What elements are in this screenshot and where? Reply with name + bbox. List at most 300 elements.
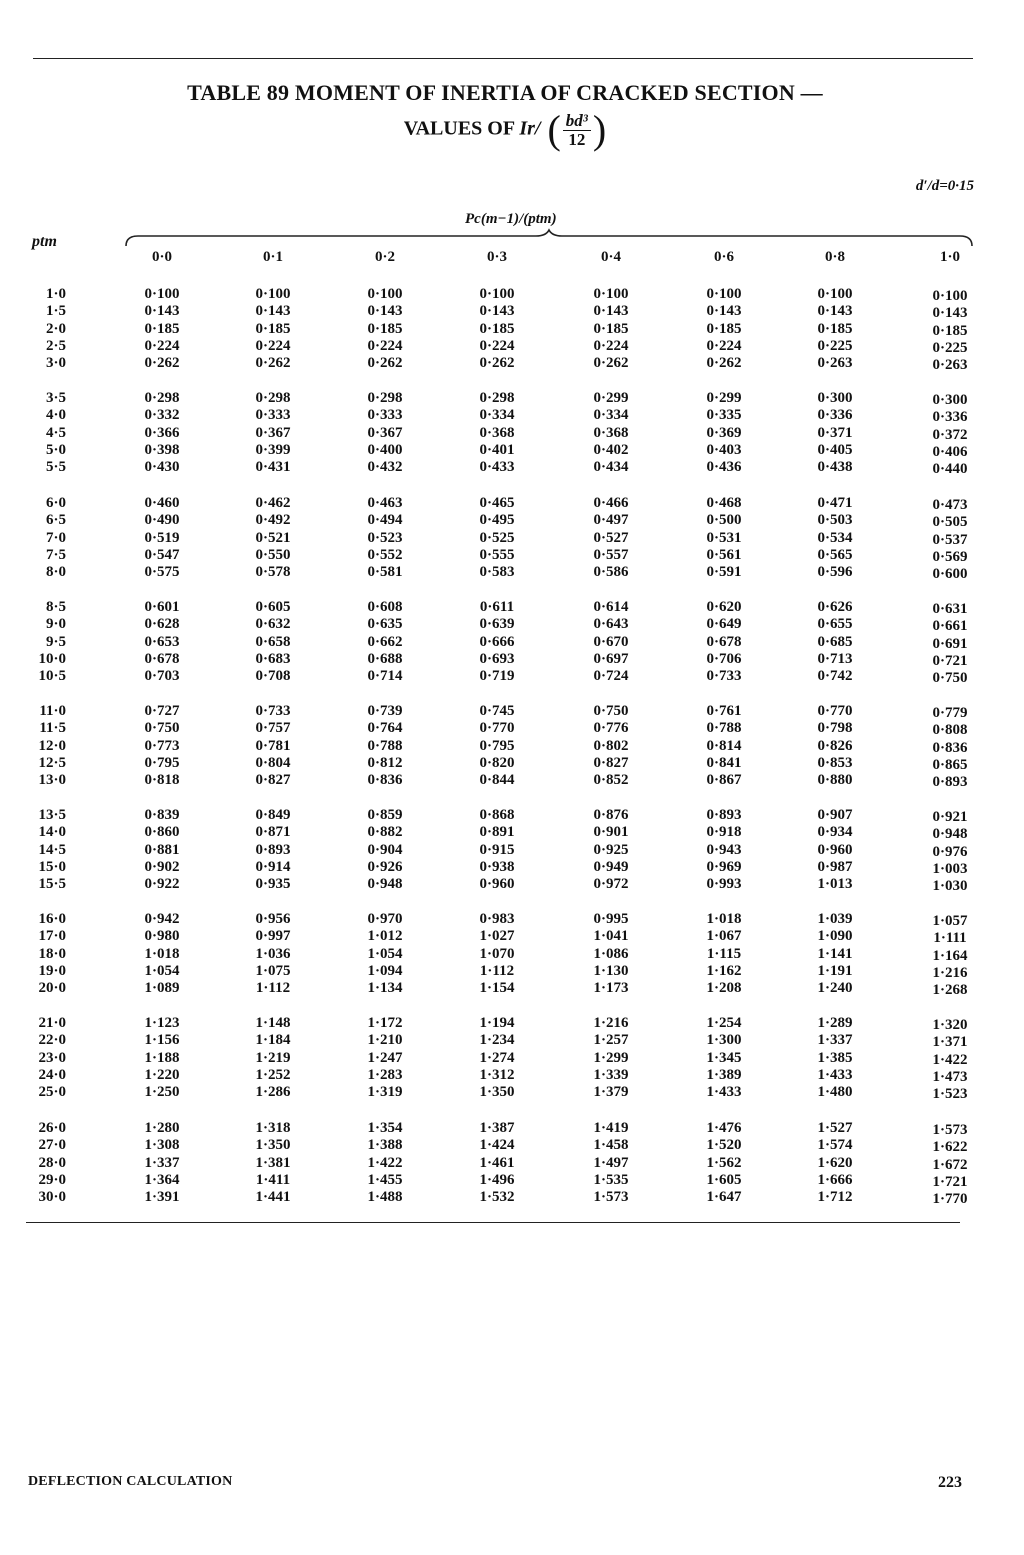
table-cell: 1·216 xyxy=(932,964,968,981)
table-cell: 0·403 xyxy=(706,441,742,458)
table-cell: 0·844 xyxy=(479,772,515,789)
table-cell: 0·334 xyxy=(479,407,515,424)
table-cell: 0·547 xyxy=(144,546,180,563)
table-cell: 1·350 xyxy=(255,1137,291,1154)
table-cell: 0·839 xyxy=(144,807,180,823)
table-cell: 0·943 xyxy=(706,841,742,858)
table-cell: 0·620 xyxy=(706,599,742,615)
table-cell: 1·283 xyxy=(367,1066,403,1083)
table-cell: 0·432 xyxy=(367,459,403,476)
table-cell: 0·143 xyxy=(817,303,853,320)
table-subtitle xyxy=(0,107,1010,152)
table-cell: 1·422 xyxy=(932,1051,968,1068)
table-cell: 1·018 xyxy=(706,911,742,927)
table-cell: 0·849 xyxy=(255,807,291,823)
table-cell: 0·812 xyxy=(367,754,403,771)
column-header: 0·8 xyxy=(824,249,845,265)
row-label: 7·0 xyxy=(45,529,66,546)
table-cell: 0·143 xyxy=(932,305,968,322)
row-label: 13·5 xyxy=(38,807,66,823)
table-cell: 0·298 xyxy=(144,390,180,406)
column-header: 0·0 xyxy=(151,249,172,265)
table-cell: 0·635 xyxy=(367,616,403,633)
table-cell: 0·727 xyxy=(144,703,180,719)
table-cell: 0·581 xyxy=(367,564,403,581)
table-cell: 0·915 xyxy=(479,841,515,858)
table-cell: 0·225 xyxy=(932,339,968,356)
table-cell: 0·661 xyxy=(932,618,968,635)
table-cell: 1·003 xyxy=(932,860,968,877)
row-label: 1·5 xyxy=(45,303,66,320)
table-cell: 1·411 xyxy=(255,1171,291,1188)
table-cell: 0·852 xyxy=(593,772,629,789)
table-cell: 0·688 xyxy=(367,650,403,667)
table-cell: 1·433 xyxy=(817,1066,853,1083)
table-cell: 0·557 xyxy=(593,546,629,563)
table-cell: 0·781 xyxy=(255,737,291,754)
table-cell: 1·075 xyxy=(255,962,291,979)
row-label: 22·0 xyxy=(38,1032,66,1049)
table-cell: 0·100 xyxy=(367,286,403,302)
table-cell: 1·162 xyxy=(706,962,742,979)
table-cell: 0·685 xyxy=(817,633,853,650)
table-cell: 0·224 xyxy=(479,337,515,354)
table-cell: 0·575 xyxy=(144,564,180,581)
table-cell: 0·893 xyxy=(255,841,291,858)
table-cell: 1·111 xyxy=(933,930,967,947)
fraction-numerator: bd³ xyxy=(563,112,591,131)
subtitle-prefix: VALUES OF xyxy=(403,117,515,140)
table-cell: 0·714 xyxy=(367,668,403,685)
table-cell: 0·868 xyxy=(479,807,515,823)
table-cell: 0·880 xyxy=(817,772,853,789)
table-cell: 0·643 xyxy=(593,616,629,633)
row-label: 29·0 xyxy=(38,1171,66,1188)
table-cell: 1·268 xyxy=(932,982,968,999)
table-cell: 0·368 xyxy=(479,424,515,441)
table-cell: 0·970 xyxy=(367,911,403,927)
table-cell: 0·262 xyxy=(367,355,403,372)
table-cell: 0·750 xyxy=(932,670,968,687)
table-cell: 0·185 xyxy=(706,320,742,337)
subtitle-fraction xyxy=(547,107,607,152)
table-cell: 0·100 xyxy=(706,286,742,302)
table-cell: 0·300 xyxy=(932,392,968,408)
table-cell: 0·865 xyxy=(932,756,968,773)
table-cell: 1·455 xyxy=(367,1171,403,1188)
table-cell: 0·440 xyxy=(932,461,968,478)
table-cell: 0·406 xyxy=(932,443,968,460)
table-cell: 0·438 xyxy=(817,459,853,476)
table-cell: 0·299 xyxy=(706,390,742,406)
column-brace xyxy=(124,228,974,248)
table-cell: 0·531 xyxy=(706,529,742,546)
table-cell: 0·881 xyxy=(144,841,180,858)
row-label: 9·0 xyxy=(45,616,66,633)
table-cell: 1·172 xyxy=(367,1015,403,1031)
table-cell: 1·240 xyxy=(817,980,853,997)
table-cell: 0·185 xyxy=(144,320,180,337)
fraction-denominator: 12 xyxy=(568,129,586,149)
table-cell: 1·496 xyxy=(479,1171,515,1188)
table-cell: 0·891 xyxy=(479,824,515,841)
row-label: 4·5 xyxy=(45,424,66,441)
table-cell: 1·770 xyxy=(932,1191,968,1208)
table-cell: 1·188 xyxy=(144,1049,180,1066)
table-cell: 1·280 xyxy=(144,1120,180,1136)
table-cell: 0·466 xyxy=(593,495,629,511)
table-cell: 0·907 xyxy=(817,807,853,823)
table-cell: 0·820 xyxy=(479,754,515,771)
table-cell: 0·693 xyxy=(479,650,515,667)
table-cell: 1·354 xyxy=(367,1120,403,1136)
table-cell: 1·234 xyxy=(479,1032,515,1049)
table-cell: 0·719 xyxy=(479,668,515,685)
table-cell: 1·461 xyxy=(479,1154,515,1171)
row-label: 19·0 xyxy=(38,962,66,979)
table-cell: 1·112 xyxy=(255,980,291,997)
table-cell: 0·972 xyxy=(593,876,629,893)
table-cell: 0·143 xyxy=(144,303,180,320)
table-cell: 0·678 xyxy=(144,650,180,667)
table-cell: 0·980 xyxy=(144,928,180,945)
table-cell: 0·969 xyxy=(706,858,742,875)
table-cell: 1·257 xyxy=(593,1032,629,1049)
table-cell: 0·400 xyxy=(367,441,403,458)
table-cell: 1·130 xyxy=(593,962,629,979)
table-cell: 0·552 xyxy=(367,546,403,563)
table-cell: 1·216 xyxy=(593,1015,629,1031)
table-cell: 0·100 xyxy=(144,286,180,302)
table-cell: 0·224 xyxy=(144,337,180,354)
table-cell: 0·836 xyxy=(367,772,403,789)
table-cell: 1·191 xyxy=(817,962,853,979)
table-cell: 0·956 xyxy=(255,911,291,927)
subtitle-symbol: Ir/ xyxy=(519,117,541,140)
table-cell: 0·639 xyxy=(479,616,515,633)
table-cell: 0·372 xyxy=(932,426,968,443)
table-cell: 0·918 xyxy=(706,824,742,841)
table-cell: 0·948 xyxy=(367,876,403,893)
top-rule xyxy=(33,58,973,59)
table-cell: 0·742 xyxy=(817,668,853,685)
table-cell: 0·614 xyxy=(593,599,629,615)
row-label: 25·0 xyxy=(38,1084,66,1101)
table-cell: 0·336 xyxy=(932,409,968,426)
table-cell: 0·993 xyxy=(706,876,742,893)
table-cell: 0·586 xyxy=(593,564,629,581)
table-cell: 0·893 xyxy=(706,807,742,823)
table-cell: 1·041 xyxy=(593,928,629,945)
table-cell: 1·173 xyxy=(593,980,629,997)
table-cell: 1·252 xyxy=(255,1066,291,1083)
table-cell: 0·733 xyxy=(255,703,291,719)
table-cell: 1·274 xyxy=(479,1049,515,1066)
table-cell: 0·336 xyxy=(817,407,853,424)
table-cell: 0·611 xyxy=(479,599,515,615)
table-cell: 0·904 xyxy=(367,841,403,858)
table-cell: 1·057 xyxy=(932,913,968,929)
table-cell: 1·497 xyxy=(593,1154,629,1171)
table-cell: 0·367 xyxy=(367,424,403,441)
row-label: 27·0 xyxy=(38,1137,66,1154)
table-cell: 0·185 xyxy=(367,320,403,337)
table-cell: 0·697 xyxy=(593,650,629,667)
table-cell: 0·948 xyxy=(932,826,968,843)
table-cell: 0·713 xyxy=(817,650,853,667)
table-cell: 1·112 xyxy=(479,962,515,979)
table-cell: 0·995 xyxy=(593,911,629,927)
right-paren: ) xyxy=(592,107,607,152)
row-label: 6·5 xyxy=(45,512,66,529)
table-cell: 1·164 xyxy=(932,947,968,964)
table-cell: 1·381 xyxy=(255,1154,291,1171)
row-label: 23·0 xyxy=(38,1049,66,1066)
table-cell: 1·286 xyxy=(255,1084,291,1101)
row-label: 17·0 xyxy=(38,928,66,945)
table-cell: 0·788 xyxy=(367,737,403,754)
table-cell: 0·708 xyxy=(255,668,291,685)
table-cell: 0·335 xyxy=(706,407,742,424)
table-cell: 0·871 xyxy=(255,824,291,841)
table-cell: 0·334 xyxy=(593,407,629,424)
table-cell: 0·976 xyxy=(932,843,968,860)
row-label: 8·0 xyxy=(45,564,66,581)
row-label: 30·0 xyxy=(38,1189,66,1206)
row-label: 15·5 xyxy=(38,876,66,893)
table-cell: 1·210 xyxy=(367,1032,403,1049)
row-label: 16·0 xyxy=(38,911,66,927)
table-cell: 1·039 xyxy=(817,911,853,927)
table-cell: 0·706 xyxy=(706,650,742,667)
table-cell: 0·703 xyxy=(144,668,180,685)
table-cell: 0·724 xyxy=(593,668,629,685)
table-cell: 1·054 xyxy=(367,945,403,962)
table-cell: 0·788 xyxy=(706,720,742,737)
table-cell: 1·476 xyxy=(706,1120,742,1136)
table-cell: 1·027 xyxy=(479,928,515,945)
table-cell: 1·388 xyxy=(367,1137,403,1154)
table-cell: 1·337 xyxy=(817,1032,853,1049)
table-cell: 0·770 xyxy=(479,720,515,737)
row-label: 18·0 xyxy=(38,945,66,962)
table-cell: 0·471 xyxy=(817,495,853,511)
table-cell: 0·263 xyxy=(932,357,968,374)
table-cell: 0·433 xyxy=(479,459,515,476)
table-cell: 1·086 xyxy=(593,945,629,962)
table-cell: 0·605 xyxy=(255,599,291,615)
table-cell: 0·465 xyxy=(479,495,515,511)
table-cell: 0·436 xyxy=(706,459,742,476)
row-label: 28·0 xyxy=(38,1154,66,1171)
table-cell: 1·523 xyxy=(932,1086,968,1103)
table-cell: 1·318 xyxy=(255,1120,291,1136)
table-cell: 1·562 xyxy=(706,1154,742,1171)
table-cell: 1·712 xyxy=(817,1189,853,1206)
table-cell: 0·876 xyxy=(593,807,629,823)
row-label: 24·0 xyxy=(38,1066,66,1083)
table-cell: 0·332 xyxy=(144,407,180,424)
table-cell: 0·460 xyxy=(144,495,180,511)
table-cell: 0·298 xyxy=(367,390,403,406)
table-cell: 0·398 xyxy=(144,441,180,458)
table-cell: 0·333 xyxy=(255,407,291,424)
table-cell: 1·441 xyxy=(255,1189,291,1206)
table-cell: 1·300 xyxy=(706,1032,742,1049)
table-cell: 0·555 xyxy=(479,546,515,563)
table-cell: 0·596 xyxy=(817,564,853,581)
table-cell: 0·750 xyxy=(593,703,629,719)
row-label: 11·0 xyxy=(39,703,66,719)
column-header: 0·1 xyxy=(262,249,283,265)
table-cell: 1·030 xyxy=(932,878,968,895)
column-header: 1·0 xyxy=(939,249,960,265)
column-header: 0·6 xyxy=(713,249,734,265)
table-cell: 1·620 xyxy=(817,1154,853,1171)
table-cell: 0·100 xyxy=(932,288,968,304)
table-cell: 0·591 xyxy=(706,564,742,581)
bottom-rule xyxy=(26,1222,960,1223)
table-cell: 0·569 xyxy=(932,548,968,565)
fraction xyxy=(563,112,591,149)
table-cell: 1·488 xyxy=(367,1189,403,1206)
table-cell: 0·143 xyxy=(255,303,291,320)
table-cell: 0·262 xyxy=(255,355,291,372)
table-cell: 0·521 xyxy=(255,529,291,546)
table-title: TABLE 89 MOMENT OF INERTIA OF CRACKED SECTION — xyxy=(187,80,823,105)
table-cell: 0·431 xyxy=(255,459,291,476)
table-cell: 0·534 xyxy=(817,529,853,546)
table-cell: 1·605 xyxy=(706,1171,742,1188)
table-cell: 1·527 xyxy=(817,1120,853,1136)
table-cell: 0·770 xyxy=(817,703,853,719)
table-cell: 0·893 xyxy=(932,774,968,791)
table-cell: 0·853 xyxy=(817,754,853,771)
table-cell: 0·867 xyxy=(706,772,742,789)
table-cell: 1·308 xyxy=(144,1137,180,1154)
table-cell: 0·926 xyxy=(367,858,403,875)
table-cell: 0·143 xyxy=(706,303,742,320)
table-cell: 1·208 xyxy=(706,980,742,997)
footer-section-title: DEFLECTION CALCULATION xyxy=(28,1474,233,1489)
table-cell: 1·345 xyxy=(706,1049,742,1066)
table-cell: 0·827 xyxy=(593,754,629,771)
table-cell: 0·902 xyxy=(144,858,180,875)
table-cell: 0·185 xyxy=(479,320,515,337)
table-cell: 0·462 xyxy=(255,495,291,511)
table-cell: 0·225 xyxy=(817,337,853,354)
table-cell: 0·914 xyxy=(255,858,291,875)
row-label: 7·5 xyxy=(45,546,66,563)
table-cell: 1·337 xyxy=(144,1154,180,1171)
table-cell: 0·565 xyxy=(817,546,853,563)
table-cell: 0·960 xyxy=(479,876,515,893)
row-label: 12·5 xyxy=(38,754,66,771)
table-cell: 0·655 xyxy=(817,616,853,633)
row-label: 11·5 xyxy=(39,720,66,737)
table-cell: 0·802 xyxy=(593,737,629,754)
row-label: 13·0 xyxy=(38,772,66,789)
table-cell: 1·422 xyxy=(367,1154,403,1171)
table-cell: 0·818 xyxy=(144,772,180,789)
table-cell: 0·960 xyxy=(817,841,853,858)
row-label: 15·0 xyxy=(38,858,66,875)
table-cell: 1·194 xyxy=(479,1015,515,1031)
table-cell: 0·298 xyxy=(255,390,291,406)
table-cell: 0·519 xyxy=(144,529,180,546)
row-label: 20·0 xyxy=(38,980,66,997)
table-cell: 0·942 xyxy=(144,911,180,927)
table-cell: 0·827 xyxy=(255,772,291,789)
table-cell: 0·600 xyxy=(932,566,968,583)
table-cell: 1·312 xyxy=(479,1066,515,1083)
table-cell: 1·141 xyxy=(817,945,853,962)
row-label: 14·5 xyxy=(38,841,66,858)
table-cell: 0·494 xyxy=(367,512,403,529)
table-cell: 0·262 xyxy=(706,355,742,372)
table-cell: 0·804 xyxy=(255,754,291,771)
table-cell: 1·573 xyxy=(593,1189,629,1206)
table-cell: 0·841 xyxy=(706,754,742,771)
row-label: 2·0 xyxy=(45,320,66,337)
table-cell: 0·925 xyxy=(593,841,629,858)
table-cell: 1·319 xyxy=(367,1084,403,1101)
table-cell: 0·733 xyxy=(706,668,742,685)
table-cell: 1·666 xyxy=(817,1171,853,1188)
table-cell: 0·473 xyxy=(932,497,968,513)
table-cell: 0·185 xyxy=(593,320,629,337)
table-cell: 0·632 xyxy=(255,616,291,633)
table-cell: 0·814 xyxy=(706,737,742,754)
table-cell: 0·882 xyxy=(367,824,403,841)
table-cell: 1·247 xyxy=(367,1049,403,1066)
row-label: 1·0 xyxy=(45,286,66,302)
table-cell: 0·750 xyxy=(144,720,180,737)
table-cell: 0·776 xyxy=(593,720,629,737)
table-cell: 1·520 xyxy=(706,1137,742,1154)
table-cell: 1·391 xyxy=(144,1189,180,1206)
table-cell: 0·626 xyxy=(817,599,853,615)
table-cell: 1·433 xyxy=(706,1084,742,1101)
table-cell: 0·262 xyxy=(593,355,629,372)
table-cell: 1·672 xyxy=(932,1156,968,1173)
table-cell: 0·100 xyxy=(255,286,291,302)
table-cell: 0·859 xyxy=(367,807,403,823)
table-cell: 0·678 xyxy=(706,633,742,650)
table-cell: 1·419 xyxy=(593,1120,629,1136)
table-cell: 1·350 xyxy=(479,1084,515,1101)
table-cell: 1·154 xyxy=(479,980,515,997)
table-cell: 0·683 xyxy=(255,650,291,667)
table-cell: 0·662 xyxy=(367,633,403,650)
row-label: 2·5 xyxy=(45,337,66,354)
table-cell: 0·691 xyxy=(932,635,968,652)
table-cell: 0·757 xyxy=(255,720,291,737)
table-cell: 0·745 xyxy=(479,703,515,719)
table-cell: 0·500 xyxy=(706,512,742,529)
table-cell: 0·434 xyxy=(593,459,629,476)
table-cell: 1·254 xyxy=(706,1015,742,1031)
table-cell: 0·795 xyxy=(144,754,180,771)
table-cell: 1·574 xyxy=(817,1137,853,1154)
table-cell: 0·836 xyxy=(932,739,968,756)
table-cell: 0·143 xyxy=(593,303,629,320)
table-cell: 1·387 xyxy=(479,1120,515,1136)
table-cell: 1·480 xyxy=(817,1084,853,1101)
table-cell: 0·224 xyxy=(706,337,742,354)
table-cell: 1·148 xyxy=(255,1015,291,1031)
table-cell: 0·527 xyxy=(593,529,629,546)
